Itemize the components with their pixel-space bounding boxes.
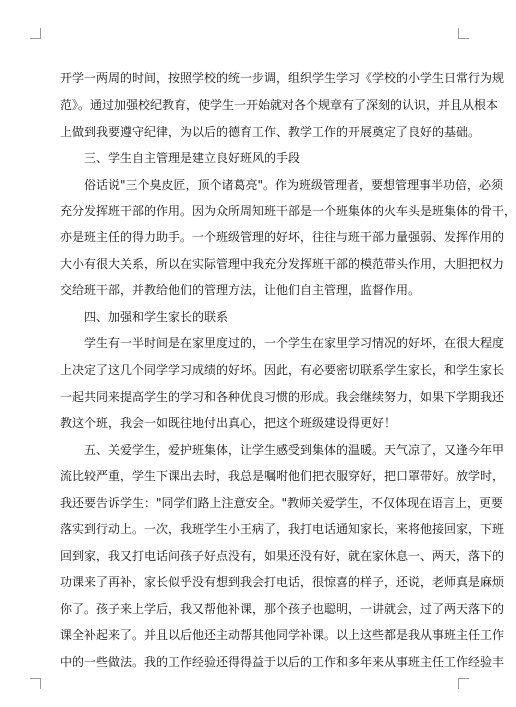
text-line: 交给班干部，并教给他们的管理方法，让他们自主管理，监督作用。 bbox=[60, 283, 421, 297]
text-line: 充分发挥班干部的作用。因为众所周知班干部是一个班集体的火车头是班集体的骨干， bbox=[60, 204, 516, 218]
text-line: 我还要告诉学生："同学们路上注意安全。"教师关爱学生，不仅体现在语言上，更要 bbox=[60, 496, 504, 510]
text-line: 上做到我要遵守纪律，为以后的德育工作、教学工作的开展奠定了良好的基础。 bbox=[60, 125, 481, 139]
crop-mark-top-right bbox=[458, 28, 469, 39]
text-line: 范》。通过加强校纪教育，使学生一开始就对各个规章有了深刻的认识，并且从根本 bbox=[60, 98, 499, 112]
text-line: 功课来了再补，家长似乎没有想到我会打电话，很惊喜的样子，还说，老师真是麻烦 bbox=[60, 575, 505, 589]
text-line: 落实到行动上。一次，我班学生小王病了，我打电话通知家长，来将他接回家，下班 bbox=[60, 522, 505, 536]
text-line: 教这个班，我会一如既往地付出真心，把这个班级建设得更好！ bbox=[60, 416, 397, 430]
section-heading: 四、加强和学生家长的联系 bbox=[84, 310, 229, 324]
section-heading: 五、关爱学生，爱护班集体，让学生感受到集体的温暖。天气凉了，又逢今年甲 bbox=[84, 443, 505, 457]
text-line: 亦是班主任的得力助手。一个班级管理的好坏，往往与班干部力量强弱、发挥作用的 bbox=[60, 230, 505, 244]
crop-mark-bottom-right bbox=[458, 678, 469, 689]
text-line: 学生有一半时间是在家里度过的，一个学生在家里学习情况的好坏，在很大程度 bbox=[84, 336, 505, 350]
text-line: 你了。孩子来上学后，我又帮他补课，那个孩子也聪明，一讲就会，过了两天落下的 bbox=[60, 602, 505, 616]
text-line: 课全补起来了。并且以后他还主动帮其他同学补课。以上这些都是我从事班主任工作 bbox=[60, 628, 505, 642]
text-line: 流比较严重，学生下课出去时，我总是嘱咐他们把衣服穿好，把口罩带好。放学时， bbox=[60, 469, 505, 483]
crop-mark-top-left bbox=[30, 28, 41, 39]
text-line: 俗话说"三个臭皮匠，顶个诸葛亮"。作为班级管理者，要想管理事半功倍，必须 bbox=[84, 178, 504, 192]
text-line: 中的一些做法。我的工作经验还得得益于以后的工作和多年来从事班主任工作经验丰 bbox=[60, 655, 505, 669]
text-line: 回到家，我又打电话问孩子好点没有，如果还没有好，就在家休息一、两天，落下的 bbox=[60, 549, 505, 563]
text-line: 一起共同来提高学生的学习和各种优良习惯的形成。我会继续努力，如果下学期我还 bbox=[60, 390, 505, 404]
text-line: 大小有很大关系，所以在实际管理中我充分发挥班干部的模范带头作用，大胆把权力 bbox=[60, 257, 505, 271]
text-line: 开学一两周的时间，按照学校的统一步调，组织学生学习《学校的小学生日常行为规 bbox=[60, 71, 505, 85]
crop-mark-bottom-left bbox=[30, 678, 41, 689]
section-heading: 三、学生自主管理是建立良好班风的手段 bbox=[84, 151, 301, 165]
text-line: 上决定了这几个同学学习成绩的好坏。因此，有必要密切联系学生家长，和学生家长 bbox=[60, 363, 505, 377]
